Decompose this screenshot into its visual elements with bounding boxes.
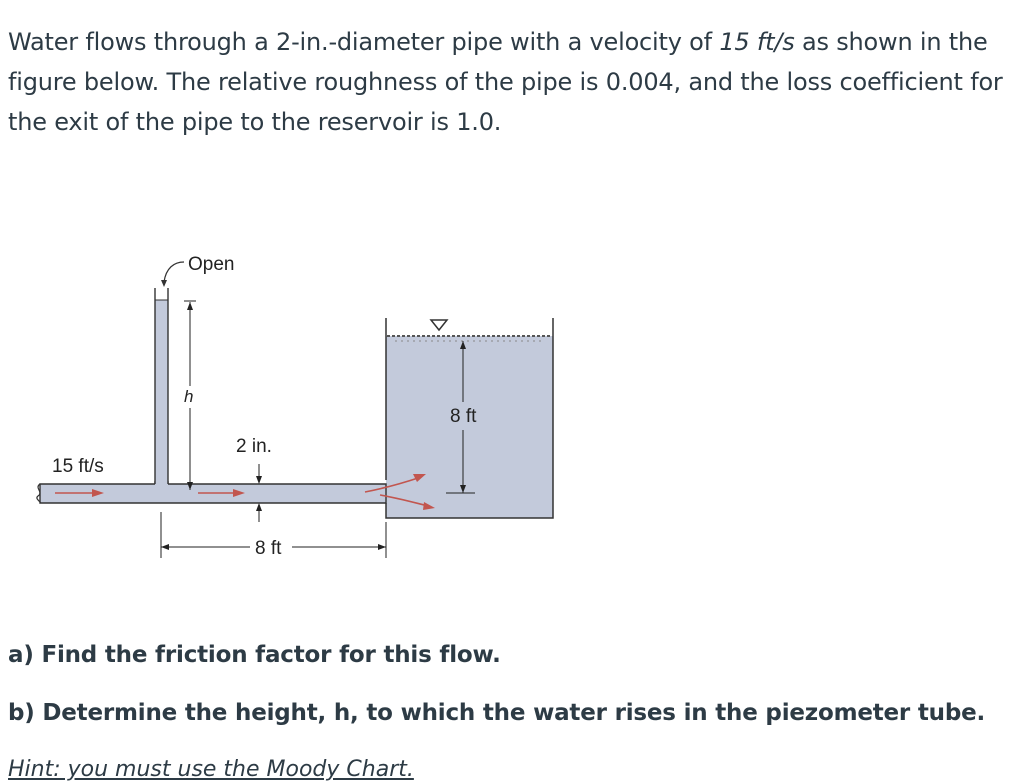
free-surface-symbol bbox=[431, 320, 447, 330]
piezometer-tube bbox=[155, 300, 168, 485]
diameter-label: 2 in. bbox=[236, 436, 272, 457]
question-a: a) Find the friction factor for this flow. bbox=[8, 642, 501, 668]
length-label: 8 ft bbox=[255, 538, 282, 559]
open-label: Open bbox=[188, 254, 235, 275]
question-b: b) Determine the height, h, to which the water rises in the piezometer tube. bbox=[8, 700, 986, 726]
problem-statement bbox=[8, 22, 1013, 142]
h-label: h bbox=[184, 387, 194, 406]
problem-text-part2: as shown in the figure below. The relative roughness of the pipe is 0.004, and the loss coefficient for the exit of the pipe to the reservoir is 1.0. bbox=[8, 28, 1003, 136]
length-dim-left-arrow bbox=[161, 544, 169, 550]
open-pointer-arrow bbox=[164, 262, 184, 282]
hint-text: Hint: you must use the Moody Chart. bbox=[8, 757, 414, 782]
h-dim-top-arrow bbox=[187, 302, 193, 310]
velocity-value: 15 ft/s bbox=[719, 28, 795, 56]
depth-label: 8 ft bbox=[450, 406, 477, 427]
problem-text-part1: Water flows through a 2-in.-diameter pipe with a velocity of bbox=[8, 28, 720, 56]
velocity-label: 15 ft/s bbox=[52, 456, 104, 477]
reservoir-water bbox=[386, 336, 553, 518]
diameter-arrow-top bbox=[256, 476, 262, 484]
pipe-reservoir-figure bbox=[0, 240, 600, 570]
length-dim-right-arrow bbox=[378, 544, 386, 550]
diameter-arrow-bottom bbox=[256, 503, 262, 511]
open-arrowhead bbox=[161, 280, 167, 287]
